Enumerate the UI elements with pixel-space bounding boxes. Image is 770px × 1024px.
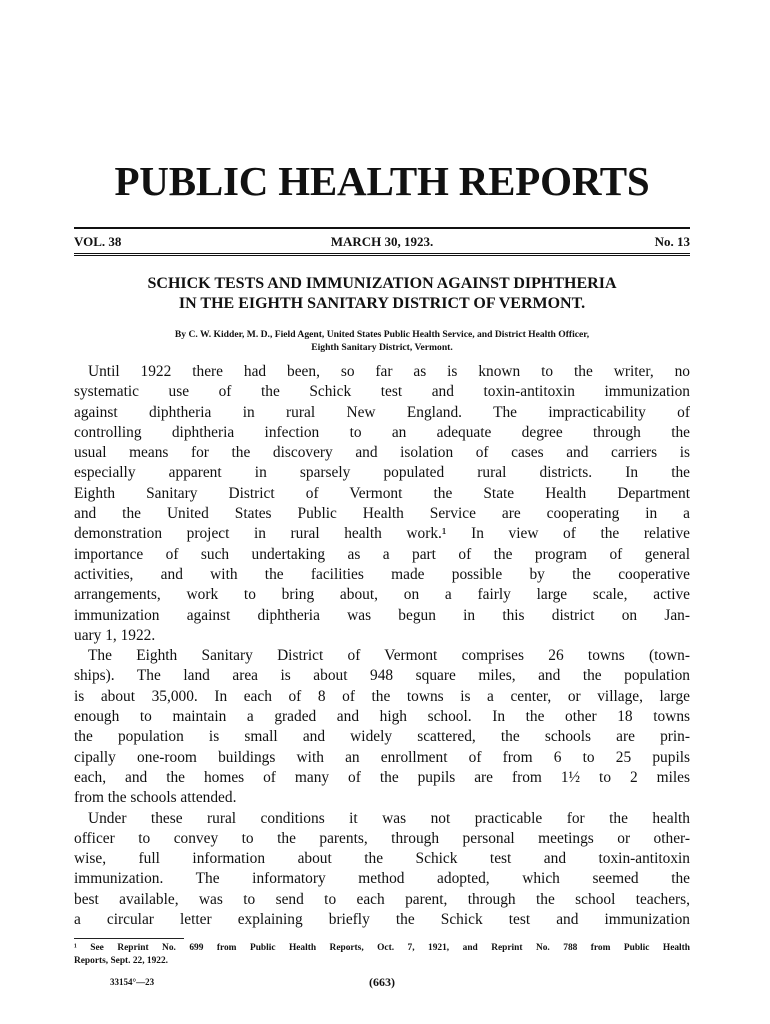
body-line: Eighth Sanitary District of Vermont the State Health Department — [74, 484, 690, 502]
body-line: importance of such undertaking as a part of the program of general — [74, 545, 690, 563]
body-line: activities, and with the facilities made possible by the cooperative — [74, 565, 690, 583]
body-line: immunization against diphtheria was begun in this district on Jan- — [74, 606, 690, 624]
footnote-rule — [74, 938, 184, 939]
body-line: ships). The land area is about 948 square miles, and the population — [74, 667, 690, 685]
body-line: Under these rural conditions it was not practicable for the health — [88, 809, 690, 827]
page-number: (663) — [369, 975, 395, 989]
article-title-line: SCHICK TESTS AND IMMUNIZATION AGAINST DIPHTHERIA — [147, 275, 617, 292]
footnote — [74, 942, 690, 968]
body-line: a circular letter explaining briefly the Schick test and immunization — [74, 911, 690, 929]
article-body — [74, 362, 690, 930]
page-footer — [74, 974, 690, 990]
byline-line: Eighth Sanitary District, Vermont. — [311, 342, 453, 353]
print-code: 33154°—23 — [110, 977, 155, 987]
body-line: usual means for the discovery and isolation of cases and carriers is — [74, 444, 690, 462]
issue-line — [74, 233, 690, 251]
body-line: officer to convey to the parents, through personal meetings or other- — [74, 829, 690, 847]
body-line: from the schools attended. — [74, 789, 237, 807]
body-line: especially apparent in sparsely populated rural districts. In the — [74, 464, 690, 482]
footnote-line: ¹ See Reprint No. 699 from Public Health Reports, Oct. 7, 1921, and Reprint No. 788 from Public Health — [74, 943, 690, 953]
header-rule-bottom — [74, 253, 690, 258]
body-line: demonstration project in rural health work.¹ In view of the relative — [74, 525, 690, 543]
body-line: systematic use of the Schick test and toxin-antitoxin immunization — [74, 383, 690, 401]
body-line: Until 1922 there had been, so far as is known to the writer, no — [88, 363, 690, 380]
masthead-title: PUBLIC HEALTH REPORTS — [114, 158, 650, 204]
body-line: is about 35,000. In each of 8 of the towns is a center, or village, large — [74, 687, 690, 705]
body-line: the population is small and widely scattered, the schools are prin- — [74, 728, 690, 746]
body-line: controlling diphtheria infection to an adequate degree through the — [74, 423, 690, 441]
article-title-line: IN THE EIGHTH SANITARY DISTRICT OF VERMONT. — [178, 295, 586, 312]
header-rule-top — [74, 227, 690, 229]
body-line: uary 1, 1922. — [74, 626, 156, 644]
issue-number: No. 13 — [654, 234, 690, 249]
article-title — [74, 274, 690, 314]
volume-label: VOL. 38 — [74, 234, 122, 249]
footnote-line: Reports, Sept. 22, 1922. — [74, 956, 169, 966]
body-line: enough to maintain a graded and high school. In the other 18 towns — [74, 708, 690, 726]
article-byline — [74, 328, 690, 354]
body-line: immunization. The informatory method adopted, which seemed the — [74, 870, 690, 888]
body-line: each, and the homes of many of the pupils are from 1½ to 2 miles — [74, 768, 690, 786]
body-line: The Eighth Sanitary District of Vermont comprises 26 towns (town- — [88, 647, 690, 665]
body-line: and the United States Public Health Service are cooperating in a — [74, 505, 690, 523]
body-line: wise, full information about the Schick test and toxin-antitoxin — [74, 850, 690, 868]
issue-date: MARCH 30, 1923. — [330, 234, 434, 249]
byline-line: By C. W. Kidder, M. D., Field Agent, United States Public Health Service, and District Health Officer, — [174, 329, 590, 340]
body-line: arrangements, work to bring about, on a fairly large scale, active — [74, 586, 690, 604]
body-line: against diphtheria in rural New England. The impracticability of — [74, 403, 690, 421]
body-line: cipally one-room buildings with an enrollment of from 6 to 25 pupils — [74, 748, 690, 766]
body-line: best available, was to send to each parent, through the school teachers, — [74, 890, 690, 908]
